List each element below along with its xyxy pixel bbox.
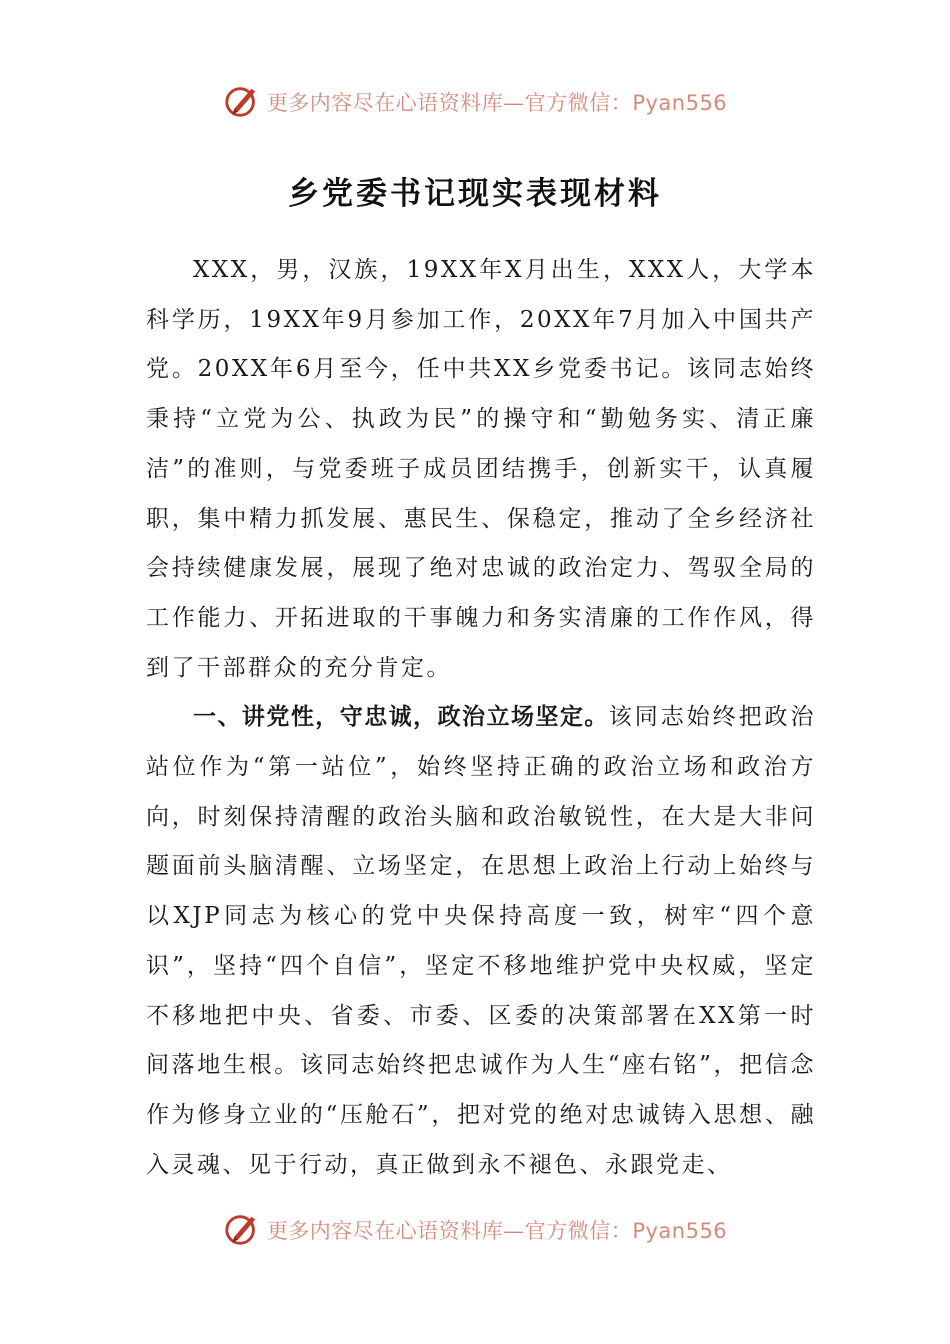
pen-logo-icon <box>223 1211 261 1249</box>
watermark-text: 更多内容尽在心语资料库—官方微信：Pyan556 <box>266 1219 728 1243</box>
paragraph-text: XXX，男，汉族，19XX年X月出生，XXX人，大学本科学历，19XX年9月参加工作，20XX年7月加入中国共产党。20XX年6月至今，任中共XX乡党委书记。该同志始终秉持“立党为公、执政为民”的操守和“勤勉务实、清正廉洁”的准则，与党委班子成员团结携手，创新实干，认真履职，集中精力抓发展、惠民生、保稳定，推动了全乡经济社会持续健康发展，展现了绝对忠诚的政治定力、驾驭全局的工作能力、开拓进取的干事魄力和务实清廉的工作作风，得到了干部群众的充分肯定。 <box>146 257 816 681</box>
document-title: 乡党委书记现实表现材料 <box>288 176 662 212</box>
pen-logo-icon <box>223 83 261 121</box>
section-heading: 一、讲党性，守忠诚，政治立场坚定。 <box>193 704 609 731</box>
watermark-top <box>0 80 950 124</box>
watermark-text: 更多内容尽在心语资料库—官方微信：Pyan556 <box>266 91 728 115</box>
paragraph-section-1 <box>146 693 816 1190</box>
watermark-bottom <box>0 1208 950 1252</box>
paragraph-intro <box>146 246 816 693</box>
document-body <box>146 246 816 1190</box>
paragraph-text: 该同志始终把政治站位作为“第一站位”，始终坚持正确的政治立场和政治方向，时刻保持清醒的政治头脑和政治敏锐性，在大是大非问题面前头脑清醒、立场坚定，在思想上政治上行动上始终与以XJP同志为核心的党中央保持高度一致，树牢“四个意识”，坚持“四个自信”，坚定不移地维护党中央权威，坚定不移地把中央、省委、市委、区委的决策部署在XX第一时间落地生根。该同志始终把忠诚作为人生“座右铭”，把信念作为修身立业的“压舱石”，把对党的绝对忠诚铸入思想、融入灵魂、见于行动，真正做到永不褪色、永跟党走、 <box>146 704 817 1178</box>
